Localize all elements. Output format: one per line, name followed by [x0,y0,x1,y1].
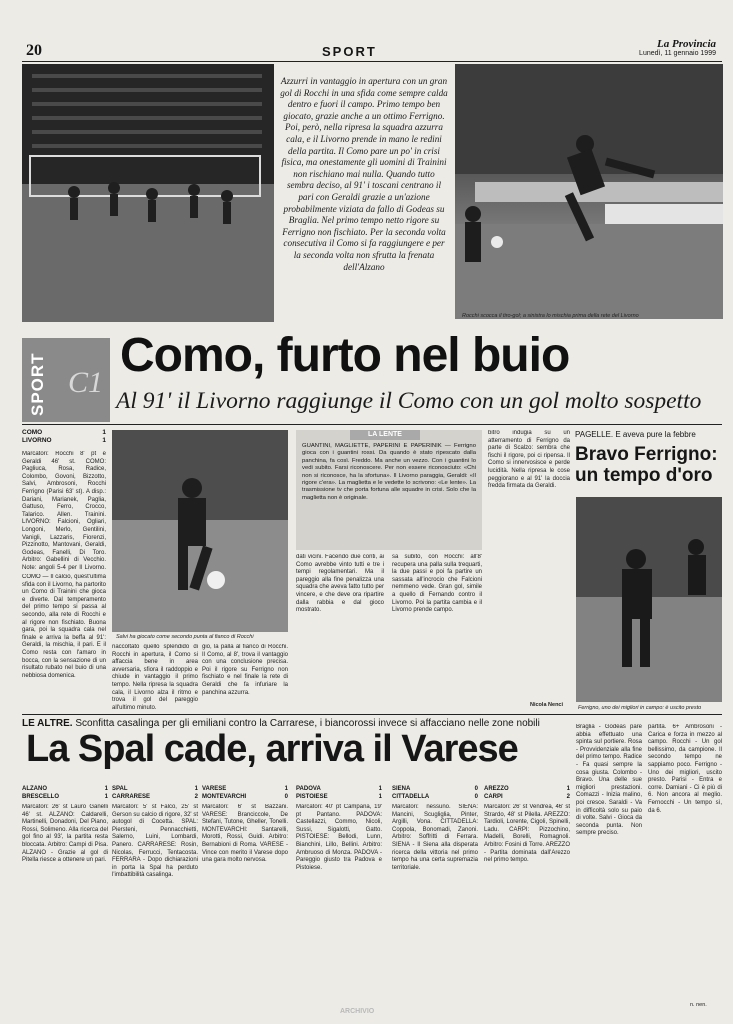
team-name: COMO [22,429,43,436]
score-row [22,437,106,445]
ferrigno-photo [576,497,722,702]
article-column: COMO — Il calcio, quest'ultima sfida con il Livorno, ha partorito un Como di Trainini che gioca e diverte. Dal temperamento del primo tempo si passa al secondo, alla rete di Rocchi e al rigore non fischiato. Buona gara, poi la squadra cala nel finale e arriva la beffa al 91': Geraldi, la mischia, il pari. E il Como resta con l'amaro in bocca, con la sensazione di un risultato rubato nel buio di una nebbiosa domenica. [22,574,106,679]
result-report: Marcatori: 26' st Vendrea, 46' st Strardo, 48' st Pilella. AREZZO: Tardioli, Lorente, Cigoli, Spinelli, Ladu. CARPI: Pizzochino, Madelli, Borelli, Romagnoli. Arbitro: Fosini di Torre. AREZZO - Partita dominata dall'Arezzo nel primo tempo. [484,804,570,864]
page-number: 20 [26,42,42,59]
divider [22,424,722,425]
divider [22,714,722,715]
stadium-photo [22,64,274,322]
pagelle-signature: n. nen. [690,1002,707,1008]
action-photo [455,64,723,319]
result-box [22,786,108,801]
tabellino: Marcatori: Rocchi 8' pt e Geraldi 46' st. COMO: Pagliuca, Rosa, Radice, Colombo, Govoni, Bizzotto, Salvi, Ambrosoni, Rocchi Ferrigno (Parisi 63' st). A disp.: Dariani, Marianek, Paglia, Gattuso, Ferro, Crocco, Talarico. Allen. Trainini. LIVORNO: Falcioni, Ogliari, Longoni, Merlo, Gentilini, Vanigli, Lazzaris, Fiorenzi, Pizzinotto, Mantovani, Geraldi, Godeas, Fanelli, Di Toro. Arbitro: Gabellini di Vecchio. Note: angoli 5-4 per Il Livorno. [22,451,106,571]
caption-ferrigno-photo: Ferrigno, uno dei migliori in campo: è uscito presto [578,705,702,711]
home-goals: 1 [378,786,382,792]
intro-paragraph: Azzurri in vantaggio in apertura con un gran gol di Rocchi in una sfida come sempre calda dentro e fuori il campo. Primo tempo ben giocato, grazie anche a un ottimo Ferrigno. Poi, però, nella ripresa la squadra azzurra cala, e il Livorno prende in mano le redini della partita. Il Como pare un po' in crisi fisica, ma onestamente gli uomini di Trainini non rischiano mai nulla. Quando tutto sembra deciso, al 91' i toscani centrano il pari con Geraldi grazie a un'azione probabilmente viziata da fallo di Godeas su Braglia. Nel primo tempo netto rigore su Ferrigno non fischiato. Per la seconda volta consecutiva il Como si fa raggiungere e per la seconda volta non sfrutta la frenata dell'Alzano [280,76,448,272]
page-header [22,40,722,62]
home-team: ALZANO [22,786,47,792]
home-goals: 1 [284,786,288,792]
result-report: Marcatori: 40' pt Campana, 19' pt Pantano. PADOVA: Castellazzi, Commo, Nicoli, Sussi, Sigalotti, Gatto. PISTOIESE: Bellodi, Lunn, Bianchini, Lillo, Bellini. Arbitro: Ambruoso di Monza. PADOVA - Pareggio giusto tra Padova e Pistoiese. [296,804,382,871]
away-team: CITTADELLA [392,793,430,800]
article-column: riaccoltato quello splendido di Rocchi in apertura, il Como si affaccia bene in area avversaria, sfiora il raddoppio e chiude in vantaggio il primo tempo. Nella ripresa la squadra cala, il Livorno alza il ritmo e trova il gol del pareggio all'ultimo minuto. [112,644,198,710]
article-column: dati vicini. Facendo due conti, ai Como avrebbe vinto tutti e tre i tempi regolamentari. Ma il pareggio alla fine penalizza una squadra che aveva fatto tutto per vincere, e che deve ora ripartire dalla rabbia e dal gioco mostrato. [296,554,384,614]
away-goals: 2 [566,793,570,800]
pagelle-kicker: PAGELLE. E aveva pure la febbre [575,430,696,439]
home-team: SPAL [112,786,128,792]
secondary-headline: La Spal cade, arriva il Varese [26,728,518,770]
pagelle-headline: Bravo Ferrigno: un tempo d'oro [575,444,718,486]
newspaper-name: La Provincia [657,38,716,50]
away-goals: 1 [378,793,382,800]
article-column: bitro indugia su un atterramento di Ferrigno da parte di Scalzo: sembra che fischi il rigore, poi ci ripensa. Il Como si innervosisce e perde lucidità. Nella ripresa le cose peggiorano e al 91' la doccia fredda firmata da Geraldi. [488,430,570,490]
section-tag [22,338,110,422]
home-goals: 0 [474,786,478,792]
la-lente-box [296,430,482,550]
home-goals: 1 [104,786,108,792]
result-report: Marcatori: nessuno. SIENA: Mancini, Scugliglia, Pinter, Argilli, Vona. CITTADELLA: Coppola, Bonomadi, Zanoni. Arbitro: Soffritti di Ferrara. SIENA - Il Siena alla disperata ricerca della vittoria nel primo tempo ha una certa supremazia territoriale. [392,804,478,871]
issue-date: Lunedì, 11 gennaio 1999 [639,50,716,57]
home-team: VARESE [202,786,227,792]
result-report: Marcatori: 5' st Falco, 25' st Gerson su calcio di rigore, 32' st autogol di Cocetta. SPAL: Piersteni, Pennacchietti, Salerno, Luini, Lombardi, Panero. CARRARESE: Rosin, Nicolas, Ferrucci, Tentacosta. FERRARA - Dopo dichiarazioni in porta la Spal ha perduto l'imbattibilità casalinga. [112,804,198,879]
archive-watermark: ARCHIVIO [340,1008,375,1015]
away-goals: 0 [474,793,478,800]
main-subheadline: Al 91' il Livorno raggiunge il Como con un gol molto sospetto [116,388,702,414]
article-column: gio, la palla al fianco di Rocchi. Il Como, al 8', trova il vantaggio con una conclusione precisa. Poi il rigore su Ferrigno non fischiato e nel finale la rete di Geraldi che fa infuriare la panchina azzurra. [202,644,288,696]
sport-vertical-label: SPORT [28,352,47,416]
le-altre-text: Sconfitta casalinga per gli emiliani contro la Carrarese, i biancorossi invece si affacciano nelle zone nobili [75,718,540,729]
section-title: SPORT [322,44,377,59]
la-lente-label: LA LENTE [350,430,420,440]
player-photo [112,430,288,632]
main-headline: Como, furto nel buio [120,329,570,382]
caption-top-photo: Rocchi scocca il tiro-gol; a sinistra lo mischia prima della rete del Livorno [462,313,639,319]
match-score [22,429,106,445]
away-goals: 2 [194,793,198,800]
away-team: MONTEVARCHI [202,793,247,800]
away-team: CARRARESE [112,793,151,800]
away-team: CARPI [484,793,503,800]
result-report: Marcatori: 6' st Bazzani. VARESE: Branciccole, De Stefani, Tutone, Gheller, Tonelli. MONTEVARCHI: Santarelli, Morotti, Rossi, Guidi. Arbitro: Bernabioni di Roma. VARESE - Vince con merito il Varese dopo una gara molto nervosa. [202,804,288,864]
caption-player-photo: Salvi ha giocato come secondo punta al fianco di Rocchi [116,634,254,640]
home-goals: 1 [566,786,570,792]
away-team: BRESCELLO [22,793,60,800]
byline: Nicola Nenci [530,702,564,708]
league-label: C1 [68,366,104,399]
result-box [392,786,478,801]
team-name: LIVORNO [22,437,52,444]
pagelle-column: Braglia - Godeas pare abbia effettuato una spinta sul portiere. Rosa - Provvidenziale alla fine del primo tempo. Radice - Fa quasi sempre la cosa giusta. Colombo - Bravo. Una delle sue migliori prestazioni. Comazzi - Inizia malino, poi cresce. Saraldi - Va in difficoltà solo su paio di volte. Salvi - Gioca da seconda punta. Non sempre preciso. [576,724,642,837]
article-column: sa subito, con Rocchi: all'8' recupera una palla sulla trequarti, la due passi e poi fa partire un sassata all'incrocio che Falcioni nemmeno vede. Gran gol, simile a quello di Fernando contro il Livorno. Poi la partita cambia e il Livorno prende campo. [392,554,482,614]
result-box [202,786,288,801]
team-goals: 1 [102,437,106,444]
away-goals: 1 [104,793,108,800]
score-row [22,429,106,437]
away-goals: 0 [284,793,288,800]
result-box [296,786,382,801]
le-altre-label: LE ALTRE. [22,718,73,729]
result-box [484,786,570,801]
result-box [112,786,198,801]
pagelle-column: partita. 6+ Ambrosoni - Carica e forza in mezzo al campo. Rocchi - Un gol bellissimo, da campione. Il secondo tempo ne sappiamo poco. Ferrigno - Uno dei migliori, uscito presto. Parisi - Entra e corre. Damiani - Ci è più di 6. Non ancora al meglio. Fernocchi - Un tempo sì, da 6. [648,724,722,814]
la-lente-text: GUANTINI, MAGLIETTE, PAPERINI E PAPERINIK — Ferrigno gioca con i guantini rossi. Da quando è stato ripescato dalla panchina, fa così. Freddo. Ma anche un vezzo. Con i guantini lo vedi subito. Farsi riconoscere. Per non essere riconosciuto: «Chi non si riconosce, ha la sfortuna». Il Livorno paraggia, Geraldi: «Il rigore c'era». La maglietta e le vedette lo scrivono: «Le lente». La trasmissione tv che porta fortuna alle squadre in crisi. Solo che la maglietta non è originale. [302,443,476,501]
home-team: SIENA [392,786,411,792]
team-goals: 1 [102,429,106,436]
home-team: AREZZO [484,786,509,792]
result-report: Marcatori: 26' st Lauro Ganelli 46' st. ALZANO: Caldarelli, Martinelli, Donadoni, Del Piano, Rossi, Solimeno. Alla ricerca del gol fino al 93', la partita resta bloccata. Arbitro: Campi di Pisa. ALZANO - Grazie al gol di Pitella riesce a ottenere un pari. [22,804,108,864]
away-team: PISTOIESE [296,793,328,800]
home-goals: 1 [194,786,198,792]
home-team: PADOVA [296,786,321,792]
